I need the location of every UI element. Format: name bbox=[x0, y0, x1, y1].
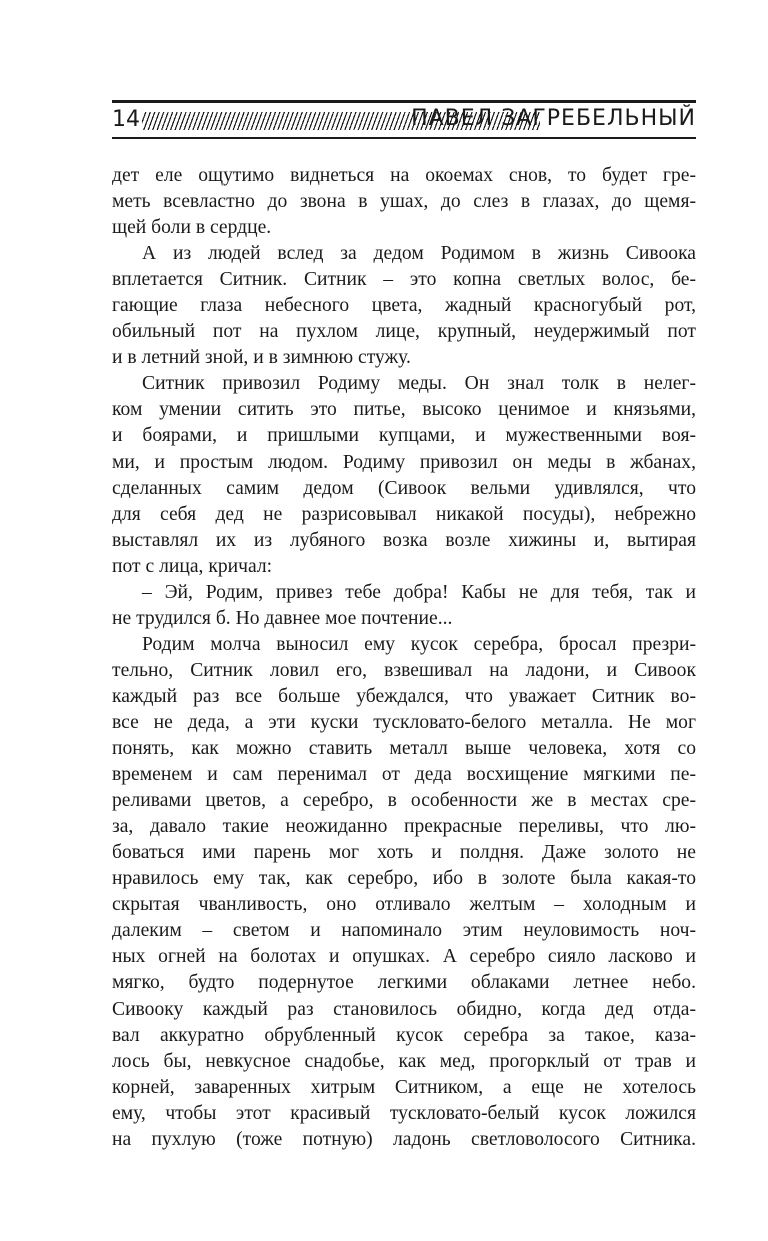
text-line: выставлял их из лубяного возка возле хижины и, вытирая bbox=[112, 529, 696, 551]
text-line: ных огней на болотах и опушках. А серебро сияло ласково и bbox=[112, 946, 696, 968]
text-line: для себя дед не разрисовывал никакой посуды), небрежно bbox=[112, 503, 696, 525]
text-line: Сивооку каждый раз становилось обидно, когда дед отда- bbox=[112, 998, 696, 1020]
text-line: и в летний зной, и в зимнюю стужу. bbox=[112, 347, 411, 369]
text-line: ми, и простым людом. Родиму привозил он меды в жбанах, bbox=[112, 451, 696, 473]
text-line: вал аккуратно обрубленный кусок серебра за такое, каза- bbox=[112, 1024, 696, 1046]
text-line: каждый раз все больше убеждался, что уважает Ситник во- bbox=[112, 685, 696, 707]
text-line: скрытая чванливость, оно отливало желтым – холодным и bbox=[112, 894, 696, 916]
page-number: 14 bbox=[112, 107, 140, 132]
header-rule-top bbox=[112, 100, 696, 103]
text-line: корней, заваренных хитрым Ситником, а еще не хотелось bbox=[112, 1076, 696, 1098]
text-line: вплетается Ситник. Ситник – это копна светлых волос, бе- bbox=[112, 269, 696, 291]
running-header bbox=[112, 100, 696, 140]
text-line: все не деда, а эти куски тускловато-белого металла. Не мог bbox=[112, 711, 696, 733]
text-line: нравилось ему так, как серебро, ибо в золоте была какая-то bbox=[112, 868, 696, 890]
body-text bbox=[112, 163, 696, 1153]
text-line: не трудился б. Но давнее мое почтение... bbox=[112, 607, 453, 629]
text-line: тельно, Ситник ловил его, взвешивал на ладони, и Сивоок bbox=[112, 659, 696, 681]
text-line: боваться ими парень мог хоть и полдня. Даже золото не bbox=[112, 842, 696, 864]
text-line: за, давало такие неожиданно прекрасные переливы, что лю- bbox=[112, 816, 696, 838]
text-line: лось бы, невкусное снадобье, как мед, прогорклый от трав и bbox=[112, 1050, 696, 1072]
text-line: обильный пот на пухлом лице, крупный, неудержимый пот bbox=[112, 321, 696, 343]
text-line: А из людей вслед за дедом Родимом в жизнь Сивоока bbox=[142, 243, 696, 265]
text-line: и боярами, и пришлыми купцами, и мужественными воя- bbox=[112, 425, 696, 447]
text-line: щей боли в сердце. bbox=[112, 217, 272, 239]
text-line: понять, как можно ставить металл выше человека, хотя со bbox=[112, 738, 696, 760]
text-line: гающие глаза небесного цвета, жадный красногубый рот, bbox=[112, 295, 696, 317]
text-line: на пухлую (тоже потную) ладонь светловолосого Ситника. bbox=[112, 1128, 696, 1150]
text-line: далеким – светом и напоминало этим неуловимость ноч- bbox=[112, 920, 696, 942]
text-line: мягко, будто подернутое легкими облаками летнее небо. bbox=[112, 972, 696, 994]
text-line: временем и сам перенимал от деда восхищение мягкими пе- bbox=[112, 764, 696, 786]
text-line: реливами цветов, а серебро, в особенности же в местах сре- bbox=[112, 790, 696, 812]
text-line: меть всевластно до звона в ушах, до слез в глазах, до щемя- bbox=[112, 191, 696, 213]
text-line: ему, чтобы этот красивый тускловато-белый кусок ложился bbox=[112, 1102, 696, 1124]
author-name: ПАВЕЛ ЗАГРЕБЕЛЬНЫЙ bbox=[411, 106, 696, 131]
text-line: Ситник привозил Родиму меды. Он знал толк в нелег- bbox=[142, 373, 696, 395]
text-line: Родим молча выносил ему кусок серебра, бросал презри- bbox=[142, 633, 696, 655]
text-line: ком умении ситить это питье, высоко ценимое и князьями, bbox=[112, 399, 696, 421]
text-line: пот с лица, кричал: bbox=[112, 555, 273, 577]
text-line: сделанных самим дедом (Сивоок вельми удивлялся, что bbox=[112, 477, 696, 499]
header-rule-bottom bbox=[112, 137, 696, 139]
text-line: дет еле ощутимо виднеться на окоемах снов, то будет гре- bbox=[112, 165, 696, 186]
text-line: – Эй, Родим, привез тебе добра! Кабы не для тебя, так и bbox=[142, 581, 696, 603]
